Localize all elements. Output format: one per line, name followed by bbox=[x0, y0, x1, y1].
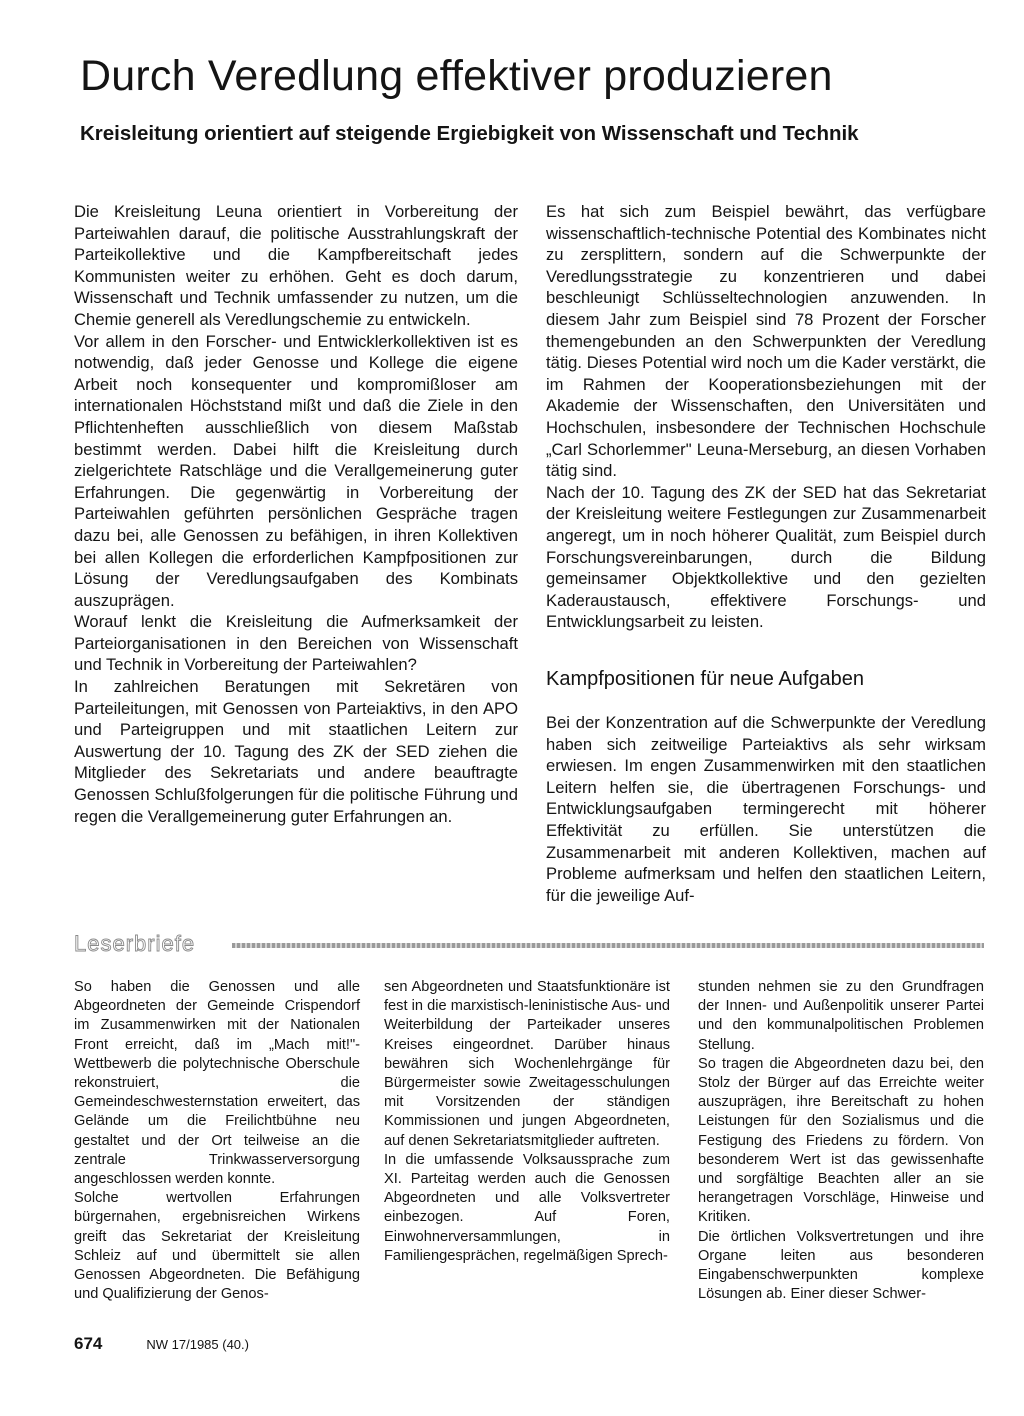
letters-section-rule bbox=[232, 943, 984, 948]
letters-column-1: So haben die Genossen und alle Abgeordneten der Gemeinde Crispendorf im Zusammenwirken mit der Nationalen Front erreicht, daß im „Mach mit!"-Wettbewerb die polytechnische Oberschule rekonstruiert, die Gemeindeschwesternstation erweitert, das Gelände um die Freilichtbühne neu gestaltet und der Ort teilweise an die zentrale Trinkwasserversorgung angeschlossen werden konnte. Solche wertvollen Erfahrungen bürgernahen, ergebnisreichen Wirkens greift das Sekretariat der Kreisleitung Schleiz auf und übermittelt sie allen Genossen Abgeordneten. Die Befähigung und Qualifizierung der Genos- bbox=[74, 979, 360, 1303]
page-number: 674 bbox=[74, 1334, 103, 1353]
issue-reference: NW 17/1985 (40.) bbox=[146, 1337, 249, 1352]
article-subheadline: Kreisleitung orientiert auf steigende Ergiebigkeit von Wissenschaft und Technik bbox=[80, 122, 859, 145]
article-column-left: Die Kreisleitung Leuna orientiert in Vorbereitung der Parteiwahlen darauf, die politische Ausstrahlungskraft der Parteikollektive und die Kampfbereitschaft jedes Kommunisten weiter zu erhöhen. Geht es doch darum, Wissenschaft und Technik umfassender zu nutzen, um die Chemie generell als Veredlungschemie zu entwickeln. Vor allem in den Forscher- und Entwicklerkollektiven ist es notwendig, daß jeder Genosse und Kollege die eigene Arbeit noch konsequenter und kompromißloser am internationalen Höchststand mißt und daß die Ziele in den Pflichtenheften ausschließlich von diesem Maßstab bestimmt werden. Dabei hilft die Kreisleitung durch zielgerichtete Ratschläge und die Verallgemeinerung guter Erfahrungen. Die gegenwärtig in Vorbereitung der Parteiwahlen geführten persönlichen Gespräche tragen dazu bei, alle Genossen zu befähigen, in ihren Kollektiven bei allen Kollegen die erforderlichen Kampfpositionen zur Lösung der Veredlungsaufgaben des Kombinats auszuprägen. Worauf lenkt die Kreisleitung die Aufmerksamkeit der Parteiorganisationen in den Bereichen von Wissenschaft und Technik in Vorbereitung der Parteiwahlen? In zahlreichen Beratungen mit Sekretären von Parteileitungen, mit Genossen von Parteiaktivs, in den APO und Parteigruppen und mit staatlichen Leitern zur Auswertung der 10. Tagung des ZK der SED ziehen die Mitglieder des Sekretariats und andere beauftragte Genossen Schlußfolgerungen für die politische Führung und regen die Verallgemeinerung guter Erfahrungen an. bbox=[74, 202, 518, 826]
letters-column-2: sen Abgeordneten und Staatsfunktionäre ist fest in die marxistisch-leninistische Aus- und Weiterbildung der Parteikader unseres Kreises eingeordnet. Darüber hinaus bewähren sich Wochenlehrgänge für Bürgermeister sowie Zweitagesschulungen mit Vorsitzenden der ständigen Kommissionen und jungen Abgeordneten, auf denen Sekretariatsmitglieder auftreten. In die umfassende Volksaussprache zum XI. Parteitag werden auch die Genossen Abgeordneten und alle Volksvertreter einbezogen. Auf Foren, Einwohnerversammlungen, in Familiengesprächen, regelmäßigen Sprech- bbox=[384, 979, 670, 1264]
article-column-right-top: Es hat sich zum Beispiel bewährt, das verfügbare wissenschaftlich-technische Potential des Kombinates nicht zu zersplittern, sondern auf die Schwerpunkte der Veredlungsstrategie zu konzentrieren und dabei beschleunigt Schlüsseltechnologien anzuwenden. In diesem Jahr zum Beispiel sind 78 Prozent der Forscher themengebunden an den Schwerpunkten der Veredlung tätig. Dieses Potential wird noch um die Kader verstärkt, die im Rahmen der Kooperationsbeziehungen mit der Akademie der Wissenschaften, den Universitäten und Hochschulen, insbesondere der Technischen Hochschule „Carl Schorlemmer" Leuna-Merseburg, an diesen Vorhaben tätig sind. Nach der 10. Tagung des ZK der SED hat das Sekretariat der Kreisleitung weitere Festlegungen zur Zusammenarbeit angeregt, um in noch höherer Qualität, zum Beispiel durch Forschungsvereinbarungen, durch die Bildung gemeinsamer Objektkollektive und den gezielten Kaderaustausch, effektivere Forschungs- und Entwicklungsarbeit zu leisten. bbox=[546, 202, 986, 632]
letters-column-3: stunden nehmen sie zu den Grundfragen der Innen- und Außenpolitik unserer Partei und den kommunalpolitischen Problemen Stellung. So tragen die Abgeordneten dazu bei, den Stolz der Bürger auf das Erreichte weiter auszuprägen, ihre Bereitschaft zu hohen Leistungen für den Sozialismus und die Festigung des Friedens zu fördern. Von besonderem Wert ist das gewissenhafte und sorgfältige Beachten aller an sie herangetragen Vorschläge, Hinweise und Kritiken. Die örtlichen Volksvertretungen und ihre Organe leiten aus besonderen Eingabenschwerpunkten komplexe Lösungen ab. Einer dieser Schwer- bbox=[698, 979, 984, 1303]
article-headline: Durch Veredlung effektiver produzieren bbox=[80, 52, 833, 100]
page-footer bbox=[74, 1334, 474, 1355]
article-column-right-bottom: Bei der Konzentration auf die Schwerpunkte der Veredlung haben sich zeitweilige Parteiaktivs als sehr wirksam erwiesen. Im engen Zusammenwirken mit den staatlichen Leitern helfen sie, die übertragenen Forschungs- und Entwicklungsaufgaben termingerecht mit höherer Effektivität zu erfüllen. Sie unterstützen die Zusammenarbeit mit anderen Kollektiven, machen auf Probleme aufmerksam und helfen den staatlichen Leitern, für die jeweilige Auf- bbox=[546, 713, 986, 905]
section-heading: Kampfpositionen für neue Aufgaben bbox=[546, 668, 865, 690]
letters-section-label: Leserbriefe bbox=[74, 931, 196, 956]
